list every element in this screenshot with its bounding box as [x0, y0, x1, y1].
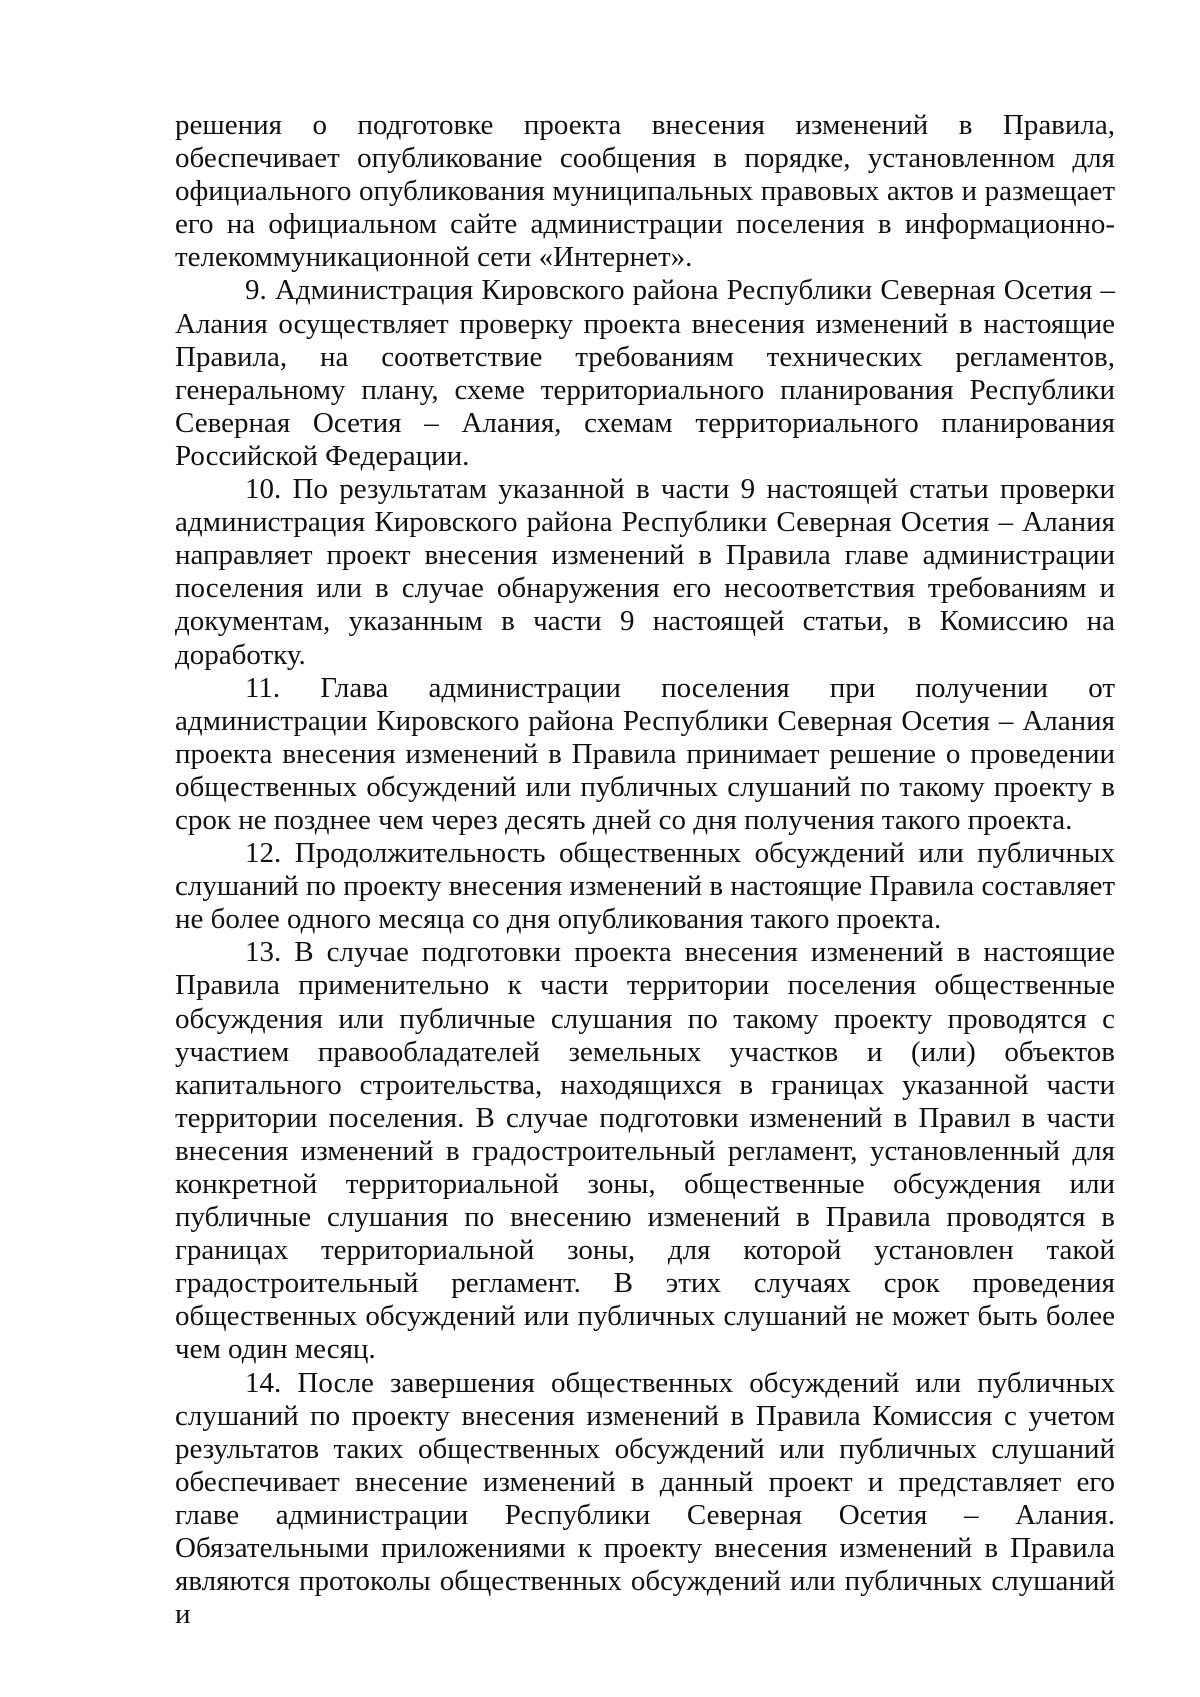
- document-page: [175, 109, 1115, 1631]
- paragraph-continuation: решения о подготовке проекта внесения изменений в Правила, обеспечивает опубликование сообщения в порядке, установленном для официального опубликования муниципальных правовых актов и размещает его на официальном сайте администрации поселения в информационно-телекоммуникационной сети «Интернет».: [175, 109, 1115, 274]
- paragraph-clause-11: 11. Глава администрации поселения при получении от администрации Кировского района Республики Северная Осетия – Алания проекта внесения изменений в Правила принимает решение о проведении общественных обсуждений или публичных слушаний по такому проекту в срок не позднее чем через десять дней со дня получения такого проекта.: [175, 671, 1115, 836]
- paragraph-clause-12: 12. Продолжительность общественных обсуждений или публичных слушаний по проекту внесения изменений в настоящие Правила составляет не более одного месяца со дня опубликования такого проекта.: [175, 837, 1115, 936]
- paragraph-clause-13: 13. В случае подготовки проекта внесения изменений в настоящие Правила применительно к части территории поселения общественные обсуждения или публичные слушания по такому проекту проводятся с участием правообладателей земельных участков и (или) объектов капитального строительства, находящихся в границах указанной части территории поселения. В случае подготовки изменений в Правил в части внесения изменений в градостроительный регламент, установленный для конкретной территориальной зоны, общественные обсуждения или публичные слушания по внесению изменений в Правила проводятся в границах территориальной зоны, для которой установлен такой градостроительный регламент. В этих случаях срок проведения общественных обсуждений или публичных слушаний не может быть более чем один месяц.: [175, 936, 1115, 1366]
- paragraph-clause-10: 10. По результатам указанной в части 9 настоящей статьи проверки администрация Кировского района Республики Северная Осетия – Алания направляет проект внесения изменений в Правила главе администрации поселения или в случае обнаружения его несоответствия требованиям и документам, указанным в части 9 настоящей статьи, в Комиссию на доработку.: [175, 473, 1115, 671]
- paragraph-clause-9: 9. Администрация Кировского района Республики Северная Осетия – Алания осуществляет проверку проекта внесения изменений в настоящие Правила, на соответствие требованиям технических регламентов, генеральному плану, схеме территориального планирования Республики Северная Осетия – Алания, схемам территориального планирования Российской Федерации.: [175, 274, 1115, 472]
- paragraph-clause-14: 14. После завершения общественных обсуждений или публичных слушаний по проекту внесения изменений в Правила Комиссия с учетом результатов таких общественных обсуждений или публичных слушаний обеспечивает внесение изменений в данный проект и представляет его главе администрации Республики Северная Осетия – Алания. Обязательными приложениями к проекту внесения изменений в Правила являются протоколы общественных обсуждений или публичных слушаний и: [175, 1366, 1115, 1631]
